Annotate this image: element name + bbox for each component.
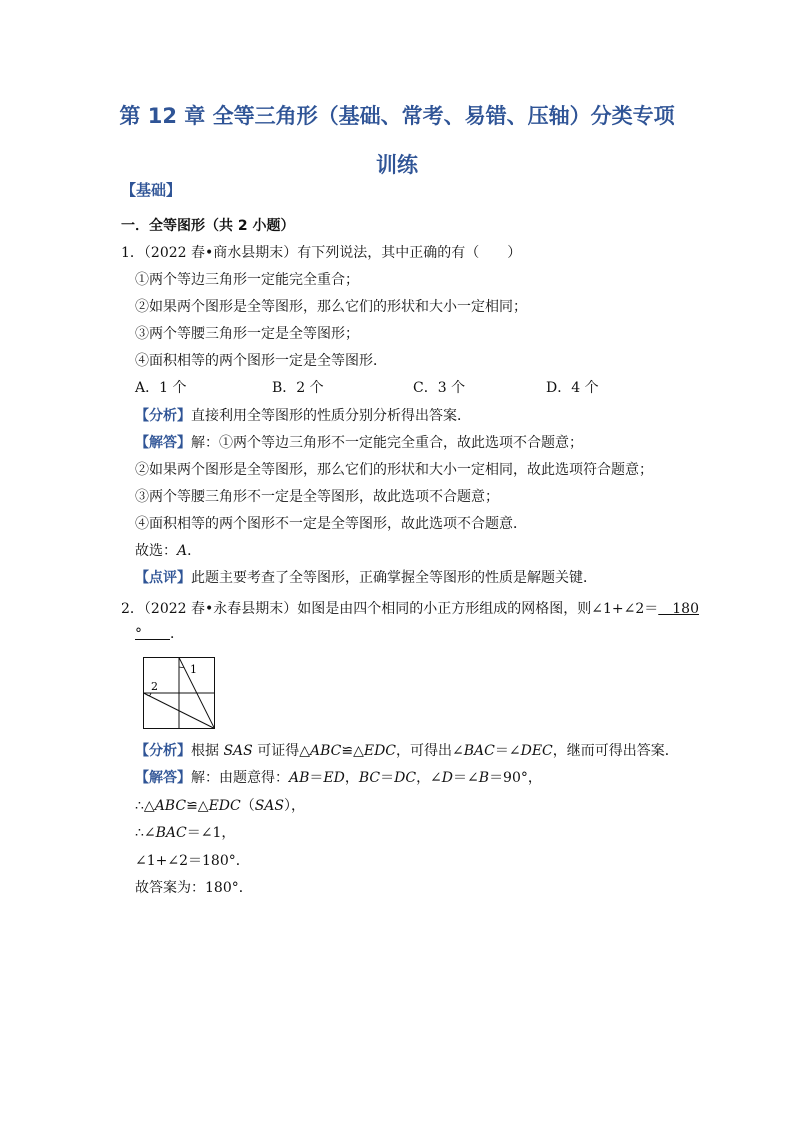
- q1-statement-3: ③两个等腰三角形一定是全等图形；: [135, 326, 359, 342]
- q2-answer-blank: 180: [658, 601, 699, 617]
- grid-figure: [143, 657, 215, 729]
- q2-stem-continued: ° ．: [135, 626, 184, 642]
- title-line-2: 训练: [376, 153, 418, 177]
- q2-solution-3: ∴∠BAC＝∠1，: [135, 825, 236, 841]
- q1-statement-2: ②如果两个图形是全等图形，那么它们的形状和大小一定相同；: [135, 299, 527, 315]
- q2-solution-5: 故答案为：180°．: [135, 880, 253, 896]
- q2-analysis: 【分析】根据 SAS 可证得△ABC≌△EDC，可得出∠BAC＝∠DEC，继而可得出答案．: [135, 743, 679, 759]
- q1-option-d: D．4 个: [546, 380, 599, 396]
- q1-solution-1: 【解答】解：①两个等边三角形不一定能完全重合，故此选项不合题意；: [135, 435, 583, 451]
- q1-solution-4: ④面积相等的两个图形不一定是全等图形，故此选项不合题意．: [135, 516, 527, 532]
- title-line-1: 第 12 章 全等三角形（基础、常考、易错、压轴）分类专项: [119, 104, 675, 128]
- q1-stem: 1．（2022 春•商水县期末）有下列说法，其中正确的有（ ）: [121, 245, 522, 261]
- section-heading: 【基础】: [121, 181, 182, 199]
- page-title: [100, 92, 694, 190]
- q2-solution-4: ∠1+∠2＝180°．: [135, 853, 250, 869]
- q1-analysis: 【分析】直接利用全等图形的性质分别分析得出答案．: [135, 408, 471, 424]
- q1-statement-4: ④面积相等的两个图形一定是全等图形．: [135, 353, 387, 369]
- q1-option-a: A．1 个: [135, 380, 187, 396]
- solution-tag: 【解答】: [135, 435, 191, 451]
- q2-solution-2: ∴△ABC≌△EDC（SAS），: [135, 798, 306, 814]
- q1-option-c: C．3 个: [413, 380, 466, 396]
- analysis-tag: 【分析】: [135, 743, 191, 759]
- q1-statement-1: ①两个等边三角形一定能完全重合；: [135, 272, 359, 288]
- solution-tag: 【解答】: [135, 770, 191, 786]
- topic-heading: 一．全等图形（共 2 小题）: [121, 218, 295, 234]
- q2-solution-1: 【解答】解：由题意得：AB＝ED，BC＝DC，∠D＝∠B＝90°，: [135, 770, 542, 786]
- angle-1-label: 1: [190, 663, 197, 676]
- q1-option-b: B．2 个: [272, 380, 324, 396]
- q1-choice: 故选：A．: [135, 543, 202, 559]
- q1-solution-2: ②如果两个图形是全等图形，那么它们的形状和大小一定相同，故此选项符合题意；: [135, 462, 653, 478]
- comment-tag: 【点评】: [135, 570, 191, 586]
- q1-comment: 【点评】此题主要考查了全等图形，正确掌握全等图形的性质是解题关键．: [135, 570, 597, 586]
- angle-2-label: 2: [151, 680, 158, 693]
- q2-stem: 2．（2022 春•永春县期末）如图是由四个相同的小正方形组成的网格图，则∠1+∠2＝ 180: [121, 601, 699, 617]
- q1-solution-3: ③两个等腰三角形不一定是全等图形，故此选项不合题意；: [135, 489, 499, 505]
- analysis-tag: 【分析】: [135, 408, 191, 424]
